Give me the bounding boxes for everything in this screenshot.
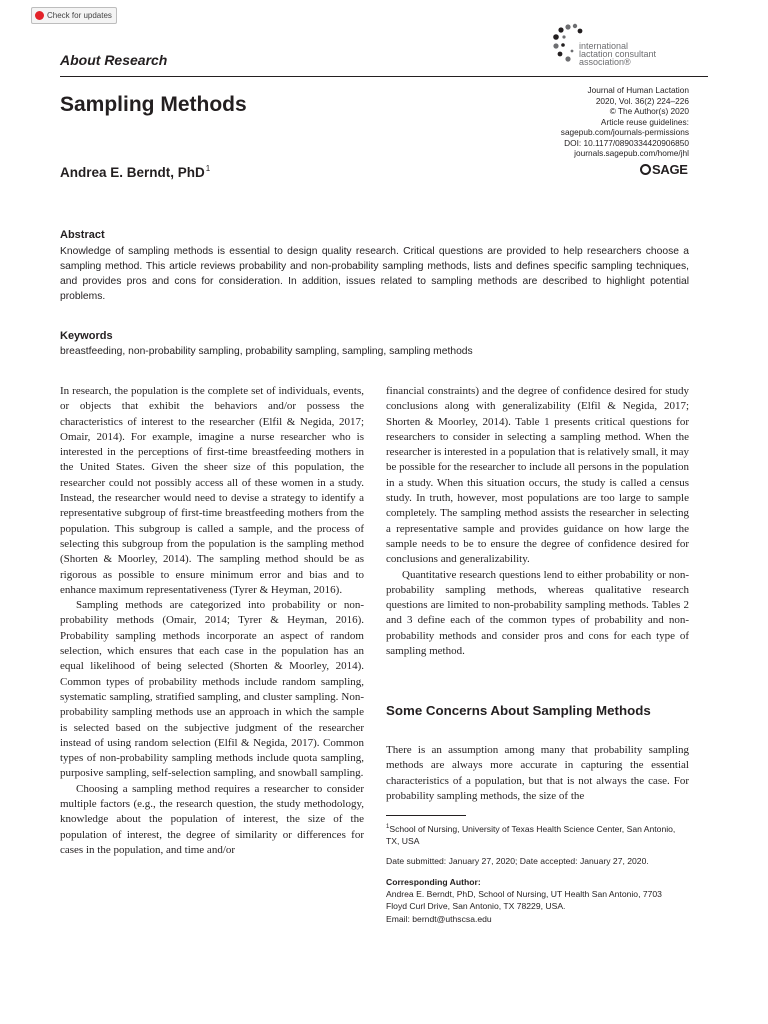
affiliation-text: School of Nursing, University of Texas Health Science Center, San Antonio, TX, USA (386, 824, 676, 847)
body-column-left (60, 384, 364, 858)
body-paragraph: Choosing a sampling method requires a researcher to consider multiple factors (e.g., the research question, the study methodology, knowledge about the population of interest, the size of the population of interest, the degree of similarity or differences for cases in the population, and time and/or (60, 782, 364, 856)
journal-name: Journal of Human Lactation (587, 85, 689, 95)
body-column-right (386, 384, 689, 659)
permissions-link[interactable]: sagepub.com/journals-permissions (560, 127, 689, 137)
keywords-text: breastfeeding, non-probability sampling, probability sampling, sampling, sampling methods (60, 346, 473, 357)
check-updates-label: Check for updates (47, 11, 112, 20)
submission-dates: Date submitted: January 27, 2020; Date accepted: January 27, 2020. (386, 856, 649, 866)
journal-homepage-link[interactable]: journals.sagepub.com/home/jhl (574, 148, 689, 158)
corresponding-email[interactable]: Email: berndt@uthscsa.edu (386, 913, 492, 924)
corresponding-author-details (386, 888, 686, 925)
affiliation-footnote (386, 821, 686, 848)
author-name: Andrea E. Berndt, PhD (60, 165, 205, 180)
corresponding-author-heading: Corresponding Author: (386, 877, 481, 887)
sage-logo (640, 162, 688, 177)
footnote-rule (386, 815, 466, 816)
body-paragraph: financial constraints) and the degree of confidence desired for study conclusions along with generalizability (Elfil & Negida, 2017; Shorten & Moorley, 2014). Table 1 presents critical questions for researchers to consider in selecting a sampling method. When the researcher is interested in a population that is relatively small, it may be possible for the researcher to include all persons in the population in a study. When this situation occurs, the study is called a census study. In truth, however, most populations are too large to sample completely. The sampling method assists the researcher in selecting a representative sample and provides guidance on how large the sample needs to be to ensure the degree of confidence desired for conclusions and generalizability. (386, 385, 690, 566)
doi-link[interactable]: DOI: 10.1177/0890334420906850 (564, 137, 689, 148)
body-paragraph: In research, the population is the complete set of individuals, events, or objects that exhibit the behaviors and/or possess the characteristics of interest to the researcher (Elfil & Negida, 2017; Omair, 2014). For example, imagine a nurse researcher who is interested in the perceptions of first-time breastfeeding mothers in the United States. Given the sheer size of this population, the researcher could not possibly access all of these women in a study. Instead, the researcher would need to devise a strategy to identify a representative subgroup of first-time breastfeeding mothers from the population. This subgroup is called a sample, and the process of selecting this subgroup from the population is the sampling method (Shorten & Moorley, 2014). The sampling method should be as rigorous as possible to ensure minimum error and bias and to enhance maximum representativeness (Tyrer & Heyman, 2016). (60, 385, 364, 596)
author-affiliation-marker: 1 (205, 164, 211, 173)
affiliation-marker: 1 (386, 824, 390, 830)
article-title: Sampling Methods (60, 93, 247, 116)
keywords-heading: Keywords (60, 330, 113, 342)
reuse-guidelines-label: Article reuse guidelines: (600, 116, 689, 127)
copyright: © The Author(s) 2020 (609, 106, 689, 116)
ilca-logo-text (579, 42, 656, 66)
logo-line: lactation consultant (579, 49, 657, 59)
publisher-name: SAGE (652, 162, 688, 177)
author-line (60, 164, 210, 180)
journal-volume: 2020, Vol. 36(2) 224–226 (595, 95, 689, 106)
body-paragraph: Sampling methods are categorized into probability or non-probability methods (Omair, 2014; Tyrer & Heyman, 2016). Probability sampling methods incorporate an aspect of random selection, which ensures that each case in the population has an equal likelihood of being selected (Shorten & Moorley, 2014). Common types of probability methods include random sampling, systematic sampling, stratified sampling, and cluster sampling. Non-probability sampling methods use an approach in which the sample is selected based on the subjective judgment of the researcher instead of using random selection (Elfil & Negida, 2017). Common types of non-probability sampling methods include quota sampling, purposive sampling, self-selection sampling, and snowball sampling. (60, 599, 364, 780)
abstract-heading: Abstract (60, 229, 105, 241)
corresponding-line: Floyd Curl Drive, San Antonio, TX 78229, USA. (386, 901, 566, 912)
logo-line: international (579, 41, 629, 51)
journal-info (530, 85, 689, 159)
logo-line: association® (579, 57, 631, 67)
check-for-updates-badge[interactable] (31, 7, 117, 24)
body-column-right-lower (386, 743, 689, 804)
body-paragraph: There is an assumption among many that probability sampling methods are always more accurate in capturing the essential characteristics of a population, but that is not always the case. For probability sampling methods, the size of the (386, 744, 689, 802)
header-rule (60, 76, 708, 77)
corresponding-line: Andrea E. Berndt, PhD, School of Nursing, UT Health San Antonio, 7703 (386, 889, 662, 899)
sage-mark-icon (640, 164, 651, 175)
section-subheading: Some Concerns About Sampling Methods (386, 703, 651, 718)
body-paragraph: Quantitative research questions lend to either probability or non-probability sampling methods, whereas qualitative research questions are limited to non-probability sampling methods. Tables 2 and 3 define each of the common types of probability and non-probability methods and consider pros and cons for each type of sampling method. (386, 568, 689, 658)
section-label: About Research (60, 52, 168, 68)
abstract-text: Knowledge of sampling methods is essential to design quality research. Critical questions are provided to help researchers choose a sampling method. This article reviews probability and non-probability sampling methods, lists and defines specific sampling techniques, and provides pros and cons for consideration. In addition, issues related to sampling methods are described to highlight potential problems. (60, 246, 689, 302)
check-updates-icon (35, 11, 44, 20)
